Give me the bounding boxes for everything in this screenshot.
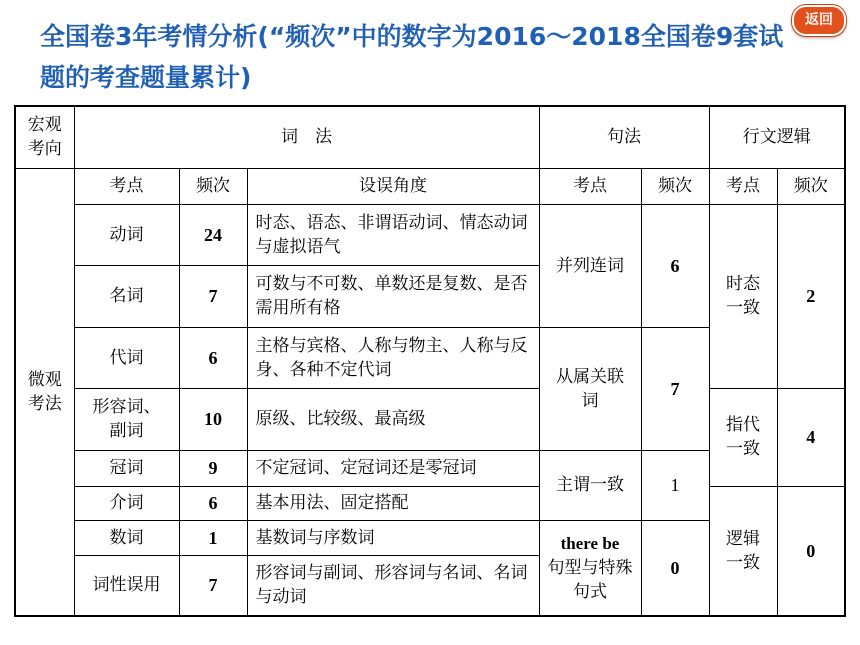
vocab-point: 介词	[74, 486, 179, 520]
syntax-point	[539, 520, 641, 616]
vocab-angle: 形容词与副词、形容词与名词、名词与动词	[247, 555, 539, 616]
logic-freq: 4	[777, 388, 845, 486]
macro-header: 宏观考向	[15, 106, 74, 168]
vocab-header: 词 法	[74, 106, 539, 168]
vocab-angle: 基数词与序数词	[247, 520, 539, 555]
syntax-point-en: there be	[560, 533, 620, 553]
logic-point: 时态一致	[709, 204, 777, 388]
back-button[interactable]: 返回	[792, 5, 846, 36]
vocab-freq: 7	[179, 555, 247, 616]
logic-point: 指代一致	[709, 388, 777, 486]
vocab-freq: 6	[179, 327, 247, 388]
logic-freq: 0	[777, 486, 845, 616]
logic-point: 逻辑一致	[709, 486, 777, 616]
vocab-angle: 基本用法、固定搭配	[247, 486, 539, 520]
syntax-freq: 0	[641, 520, 709, 616]
syntax-point-cn: 句型与特殊句式	[547, 557, 633, 602]
header-freq: 频次	[179, 168, 247, 204]
exam-analysis-table	[14, 105, 846, 617]
syntax-header: 句法	[539, 106, 709, 168]
header-logic-freq: 频次	[777, 168, 845, 204]
syntax-freq: 6	[641, 204, 709, 327]
syntax-point: 主谓一致	[539, 450, 641, 520]
syntax-point: 并列连词	[539, 204, 641, 327]
vocab-point: 词性误用	[74, 555, 179, 616]
logic-header: 行文逻辑	[709, 106, 845, 168]
vocab-angle: 时态、语态、非谓语动词、情态动词与虚拟语气	[247, 204, 539, 265]
syntax-point: 从属关联词	[539, 327, 641, 450]
logic-freq: 2	[777, 204, 845, 388]
page-title: 全国卷3年考情分析(“频次”中的数字为2016～2018全国卷9套试题的考查题量累计)	[40, 22, 784, 92]
vocab-freq: 1	[179, 520, 247, 555]
vocab-point: 冠词	[74, 450, 179, 486]
header-syntax-freq: 频次	[641, 168, 709, 204]
vocab-point: 数词	[74, 520, 179, 555]
vocab-angle: 可数与不可数、单数还是复数、是否需用所有格	[247, 265, 539, 327]
vocab-freq: 7	[179, 265, 247, 327]
syntax-freq: 7	[641, 327, 709, 450]
vocab-point: 代词	[74, 327, 179, 388]
vocab-angle: 主格与宾格、人称与物主、人称与反身、各种不定代词	[247, 327, 539, 388]
header-logic-point: 考点	[709, 168, 777, 204]
vocab-freq: 9	[179, 450, 247, 486]
header-syntax-point: 考点	[539, 168, 641, 204]
header-angle: 设误角度	[247, 168, 539, 204]
header-point: 考点	[74, 168, 179, 204]
vocab-angle: 不定冠词、定冠词还是零冠词	[247, 450, 539, 486]
vocab-angle: 原级、比较级、最高级	[247, 388, 539, 450]
vocab-point: 动词	[74, 204, 179, 265]
vocab-point: 形容词、副词	[74, 388, 179, 450]
vocab-point: 名词	[74, 265, 179, 327]
vocab-freq: 10	[179, 388, 247, 450]
syntax-freq: 1	[641, 450, 709, 520]
vocab-freq: 6	[179, 486, 247, 520]
vocab-freq: 24	[179, 204, 247, 265]
micro-label: 微观考法	[15, 168, 74, 616]
